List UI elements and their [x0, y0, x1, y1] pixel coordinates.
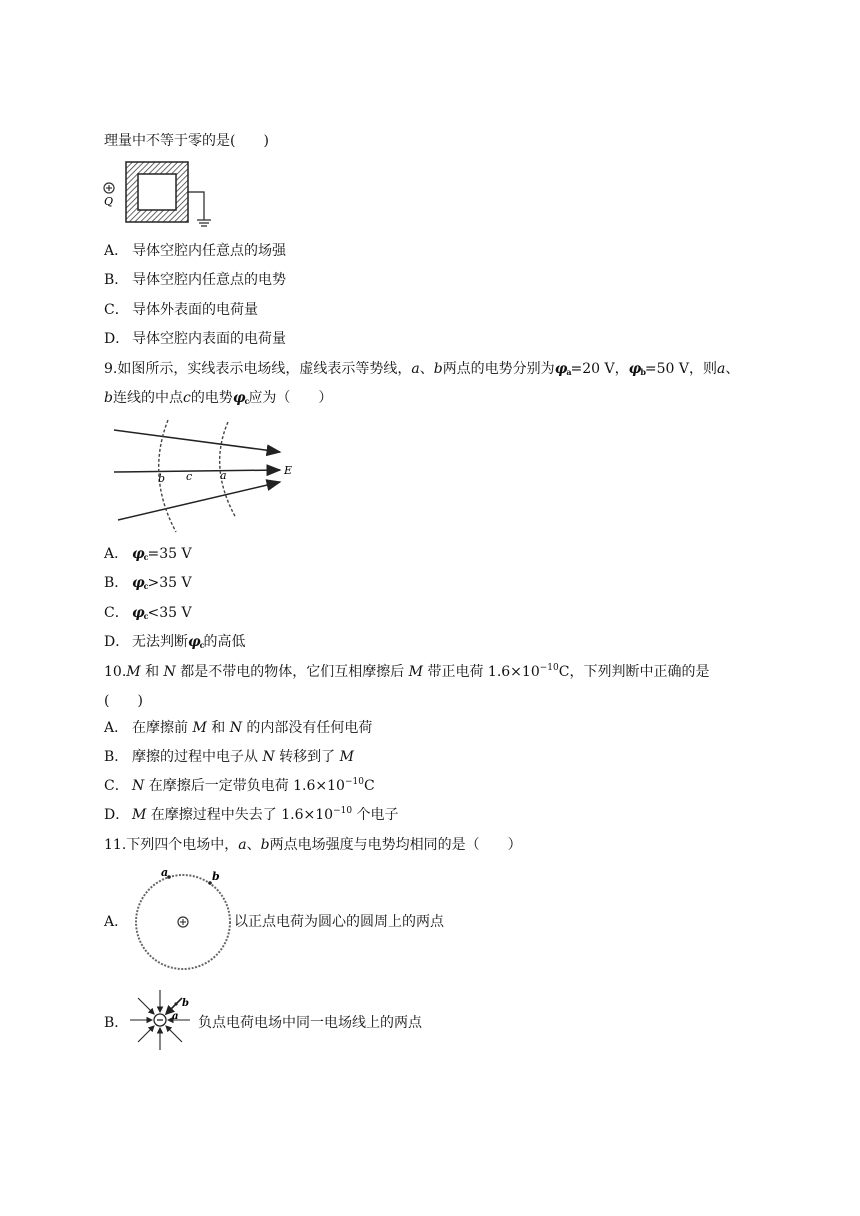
- q9-stem-line1: 9.如图所示，实线表示电场线，虚线表示等势线，a、b两点的电势分别为$\varphi_a=20$ V，$\varphi_b=50$ V，则a、: [104, 361, 740, 377]
- q9-option-a: A． $\varphi_c=35$ V: [104, 546, 192, 562]
- q11-b-fig-label-b: b: [182, 998, 189, 1009]
- q9-fig-label-e: E: [284, 464, 293, 477]
- q10-stem-line1: 10.M 和 N 都是不带电的物体，它们互相摩擦后 M 带正电荷 $1.6\times 10^{-10}C$，下列判断中正确的是: [104, 663, 710, 680]
- q8-stem-tail: 理量中不等于零的是( ): [104, 133, 269, 149]
- q8-option-c: C． 导体外表面的电荷量: [104, 302, 258, 318]
- q10-option-c: C． N 在摩擦后一定带负电荷 $1.6\times 10^{-10}C$: [104, 777, 375, 794]
- q11-stem: 11.下列四个电场中，a、b两点电场强度与电势均相同的是（ ）: [104, 837, 522, 853]
- q11-option-b-figure: [130, 988, 194, 1052]
- q9-stem-line2: b连线的中点c的电势$\varphi_c$应为（ ）: [104, 390, 333, 406]
- q10-option-d: D． M 在摩擦过程中失去了 $1.6\times 10^{-10}$ 个电子: [104, 806, 399, 823]
- q11-b-fig-label-a: a: [172, 1011, 179, 1022]
- q11-option-a-text: 以正点电荷为圆心的圆周上的两点: [234, 914, 444, 930]
- q9-fig-label-a: a: [220, 469, 227, 482]
- q8-charge-label: Q: [104, 195, 114, 208]
- q8-option-d: D． 导体空腔内表面的电荷量: [104, 331, 286, 347]
- q11-a-fig-label-a: a: [161, 866, 169, 879]
- q11-a-fig-label-b: b: [212, 870, 220, 883]
- q11-option-a-figure: [132, 866, 236, 974]
- q8-option-b: B． 导体空腔内任意点的电势: [104, 272, 286, 288]
- q11-option-b-text: 负点电荷电场中同一电场线上的两点: [198, 1015, 422, 1031]
- q8-conductor-figure: [100, 160, 220, 232]
- q10-stem-line2: ( ): [104, 693, 143, 709]
- q10-option-a: A． 在摩擦前 M 和 N 的内部没有任何电荷: [104, 720, 373, 736]
- q11-option-a-label: A．: [104, 914, 129, 930]
- q10-option-b: B． 摩擦的过程中电子从 N 转移到了 M: [104, 749, 354, 765]
- q8-option-a: A． 导体空腔内任意点的场强: [104, 243, 286, 259]
- q9-fig-label-c: c: [186, 470, 193, 483]
- q9-fig-label-b: b: [158, 472, 166, 485]
- q9-option-c: C． $\varphi_c<35$ V: [104, 605, 192, 621]
- q9-field-figure: [110, 418, 310, 536]
- q11-option-b-label: B．: [104, 1015, 129, 1031]
- q9-option-b: B． $\varphi_c>35$ V: [104, 575, 192, 591]
- q9-option-d: D． 无法判断$\varphi_c$的高低: [104, 634, 246, 650]
